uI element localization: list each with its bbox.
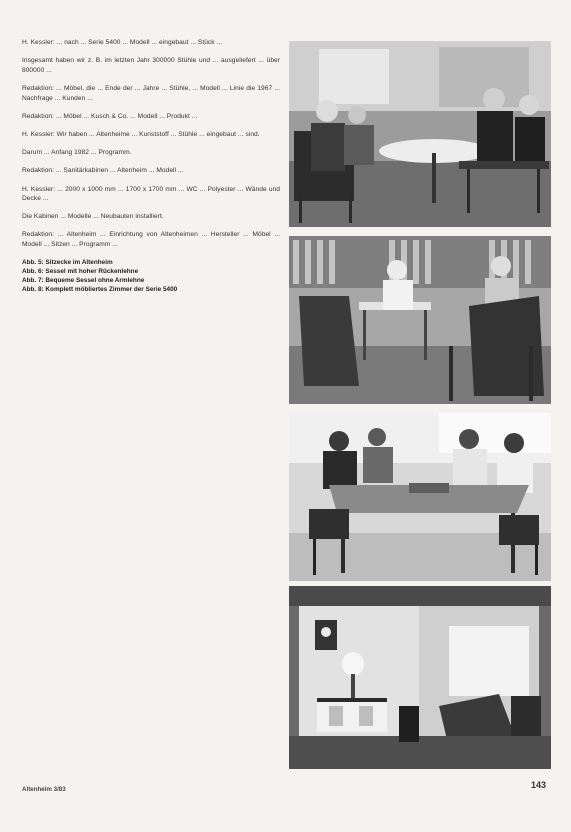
paragraph-3: Redaktion: ... Möbel, die ... Ende der ... Jahre ... Stühle, ... Modell ... Linie die 1967 ... Nachfrage ... Kunden ...	[22, 84, 280, 102]
paragraph-1: H. Kessler: ... nach ... Serie 5400 ... Modell ... eingebaut ... Stück ...	[22, 39, 223, 46]
paragraph-6: Darum ... Anfang 1982 ... Programm.	[22, 149, 132, 157]
photo-high-back-armchairs	[289, 236, 551, 404]
figure-captions	[22, 258, 280, 294]
article-text-column	[22, 38, 280, 294]
paragraph-5: H. Kessler: Wir haben ... Altenheime ... Kunststoff ... Stühle ... eingebaut ... sind.	[22, 130, 260, 138]
paragraph-8: H. Kessler: ... 2000 x 1000 mm ... 1700 x 1700 mm ... WC ... Polyester ... Wände und Decke ...	[22, 185, 280, 203]
caption-6: Abb. 6: Sessel mit hoher Rückenlehne	[22, 268, 139, 276]
photo-high-back-armchairs-image	[289, 236, 551, 404]
caption-7: Abb. 7: Bequeme Sessel ohne Armlehne	[22, 277, 145, 285]
caption-5: Abb. 5: Sitzecke im Altenheim	[22, 259, 113, 267]
paragraph-7: Redaktion: ... Sanitärkabinen ... Altenheim ... Modell ...	[22, 167, 184, 175]
publication-footer: Altenheim 3/83	[22, 786, 66, 793]
paragraph-10: Redaktion: ... Altenheim ... Einrichtung von Altenheimen ... Hersteller ... Möbel ... Modell ... Sitzen ... Programm ...	[22, 231, 280, 249]
paragraph-4: Redaktion: ... Möbel ... Kusch & Co. ... Modell ... Produkt ...	[22, 112, 198, 120]
photo-group-at-table-image	[289, 413, 551, 581]
photo-group-at-table	[289, 413, 551, 581]
photo-seating-corner-image	[289, 41, 551, 227]
paragraph-9: Die Kabinen ... Modelle ... Neubauten installiert.	[22, 213, 164, 221]
photo-seating-corner	[289, 41, 551, 227]
caption-8: Abb. 8: Komplett möbliertes Zimmer der Serie 5400	[22, 286, 178, 294]
page-number: 143	[531, 780, 547, 790]
photo-furnished-room	[289, 586, 551, 769]
paragraph-2: Insgesamt haben wir z. B. im letzten Jahr 300000 Stühle und ... ausgeliefert ... über 800000 ...	[22, 57, 280, 74]
photo-furnished-room-image	[289, 586, 551, 769]
